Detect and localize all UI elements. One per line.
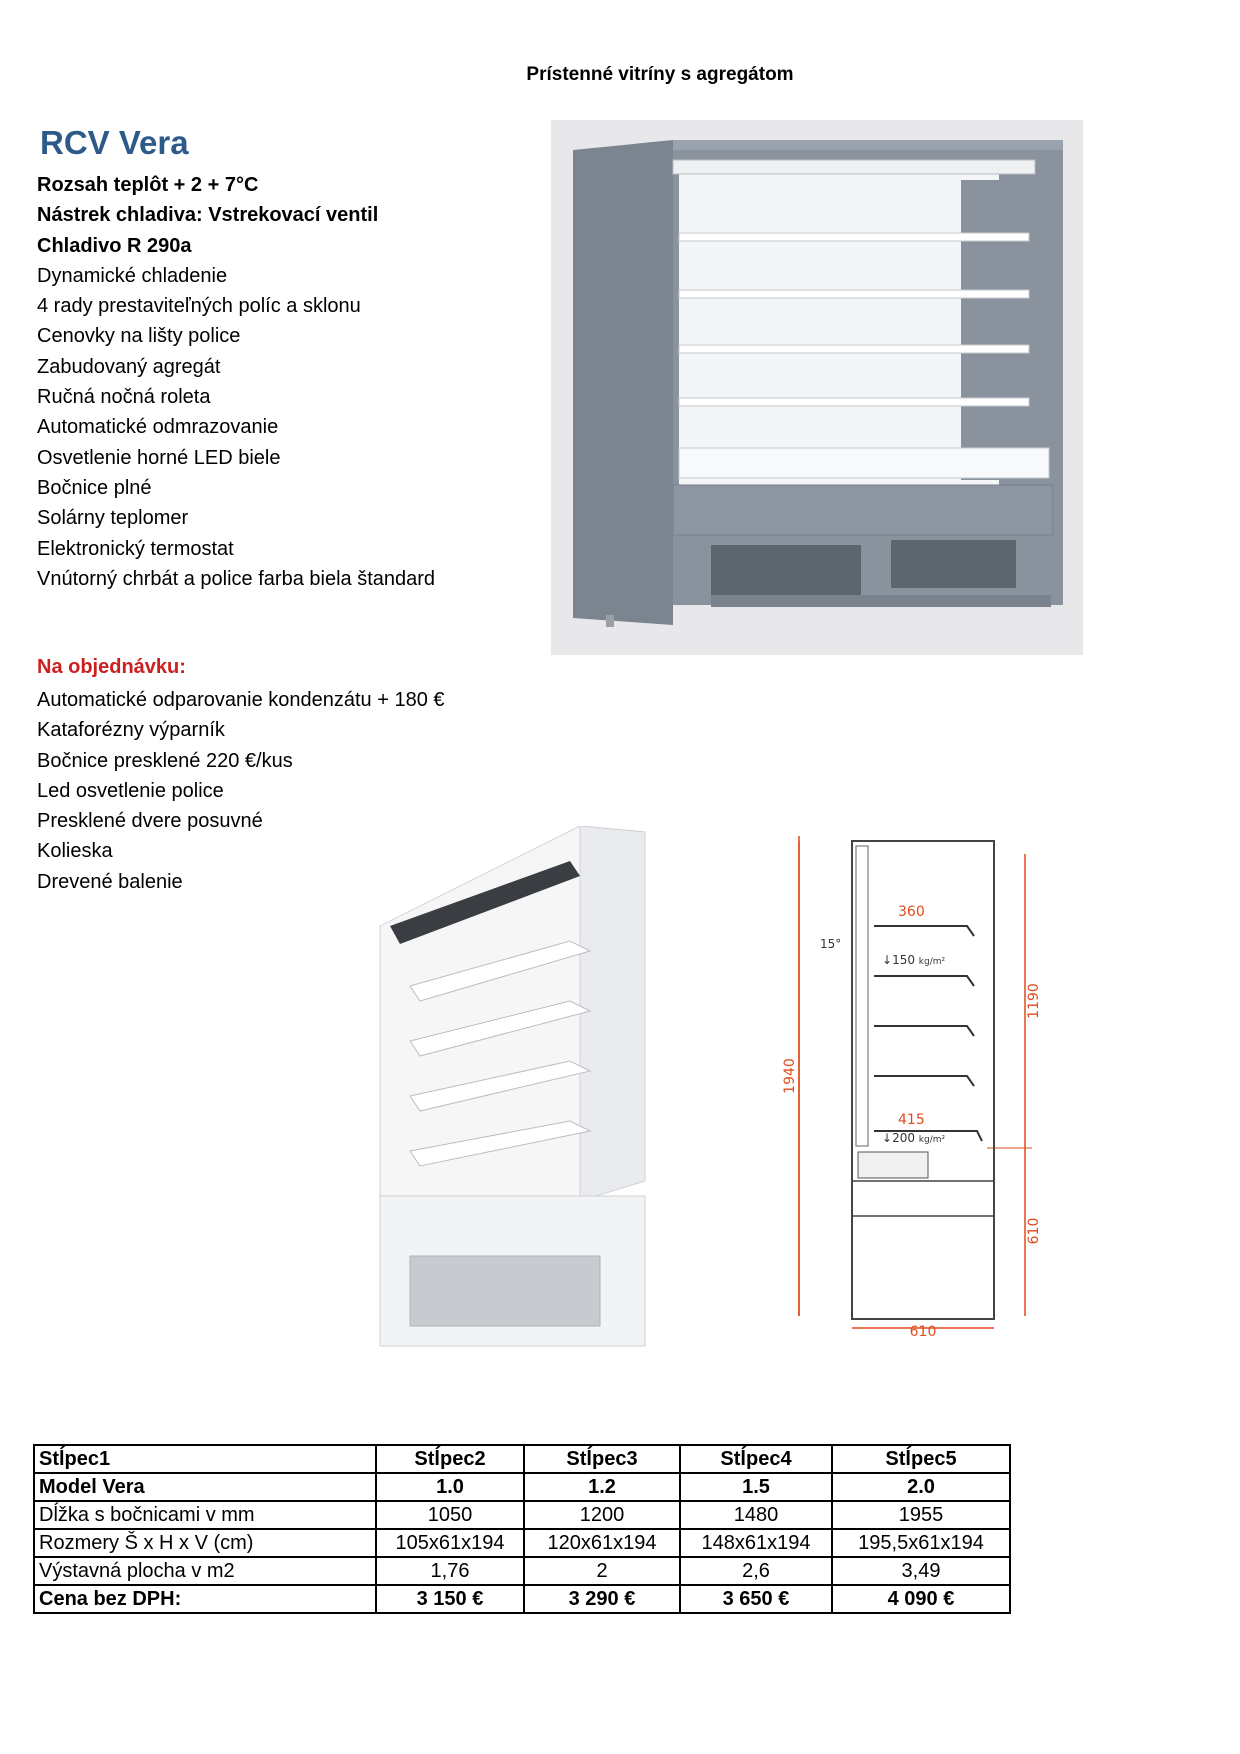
order-item: Drevené balenie bbox=[37, 870, 183, 893]
table-header-cell: Stĺpec4 bbox=[680, 1445, 832, 1473]
table-row bbox=[34, 1557, 1010, 1585]
lower-height-label: 610 bbox=[1026, 1217, 1042, 1245]
table-header-row bbox=[34, 1445, 1010, 1473]
table-cell: 1.0 bbox=[376, 1473, 524, 1501]
spec-item: Solárny teplomer bbox=[37, 507, 189, 530]
upper-height-label: 1190 bbox=[1026, 983, 1042, 1019]
base-depth-label: 415 bbox=[898, 1112, 925, 1128]
base-load-label: ↓200 kg/m² bbox=[882, 1131, 946, 1145]
shelf-load-label: ↓150 kg/m² bbox=[882, 953, 946, 967]
spec-item: Zabudovaný agregát bbox=[37, 355, 221, 378]
table-cell: 1480 bbox=[680, 1501, 832, 1529]
table-header-cell: Stĺpec3 bbox=[524, 1445, 680, 1473]
spec-item: Automatické odmrazovanie bbox=[37, 416, 279, 439]
page-title: Prístenné vitríny s agregátom bbox=[526, 64, 794, 85]
table-cell: 1.2 bbox=[524, 1473, 680, 1501]
table-header-cell: Stĺpec2 bbox=[376, 1445, 524, 1473]
table-cell: 4 090 € bbox=[832, 1585, 1010, 1613]
order-title: Na objednávku: bbox=[37, 656, 186, 678]
spec-item: Elektronický termostat bbox=[37, 537, 234, 560]
spec-item: Ručná nočná roleta bbox=[37, 386, 211, 409]
order-item: Bočnice presklené 220 €/kus bbox=[37, 749, 293, 772]
product-name: RCV Vera bbox=[40, 124, 189, 161]
spec-list bbox=[37, 170, 435, 594]
spec-item: Bočnice plné bbox=[37, 476, 152, 499]
order-item: Automatické odparovanie kondenzátu + 180 € bbox=[37, 689, 445, 711]
table-cell: 105x61x194 bbox=[376, 1529, 524, 1557]
spec-item: Rozsah teplôt + 2 + 7°C bbox=[37, 174, 259, 196]
spec-item: Cenovky na lišty police bbox=[37, 325, 241, 348]
spec-item: Chladivo R 290a bbox=[37, 234, 192, 257]
table-row bbox=[34, 1501, 1010, 1529]
table-cell: Model Vera bbox=[34, 1473, 376, 1501]
table-cell: Dĺžka s bočnicami v mm bbox=[34, 1501, 376, 1529]
table-cell: 3,49 bbox=[832, 1557, 1010, 1585]
table-cell: 3 150 € bbox=[376, 1585, 524, 1613]
shelf-depth-label: 360 bbox=[898, 904, 925, 920]
spec-table bbox=[33, 1444, 1011, 1614]
table-cell: 2,6 bbox=[680, 1557, 832, 1585]
table-cell: 1,76 bbox=[376, 1557, 524, 1585]
spec-item: Nástrek chladiva: Vstrekovací ventil bbox=[37, 204, 379, 227]
table-row bbox=[34, 1585, 1010, 1613]
order-item: Kolieska bbox=[37, 840, 113, 863]
section-diagram bbox=[782, 836, 1044, 1336]
table-cell: Výstavná plocha v m2 bbox=[34, 1557, 376, 1585]
table-cell: 148x61x194 bbox=[680, 1529, 832, 1557]
table-cell: 3 650 € bbox=[680, 1585, 832, 1613]
table-cell: 120x61x194 bbox=[524, 1529, 680, 1557]
depth-label: 610 bbox=[909, 1324, 937, 1336]
table-cell: 2 bbox=[524, 1557, 680, 1585]
table-cell: 1955 bbox=[832, 1501, 1010, 1529]
table-cell: 1.5 bbox=[680, 1473, 832, 1501]
spec-item: 4 rady prestaviteľných políc a sklonu bbox=[37, 295, 361, 318]
spec-item: Vnútorný chrbát a police farba biela štandard bbox=[37, 567, 436, 590]
table-cell: 1200 bbox=[524, 1501, 680, 1529]
order-item: Kataforézny výparník bbox=[37, 719, 225, 742]
table-row bbox=[34, 1529, 1010, 1557]
total-height-label: 1940 bbox=[782, 1058, 798, 1094]
table-cell: Rozmery Š x H x V (cm) bbox=[34, 1529, 376, 1557]
table-cell: 3 290 € bbox=[524, 1585, 680, 1613]
table-cell: Cena bez DPH: bbox=[34, 1585, 376, 1613]
product-photo-grey bbox=[551, 120, 1083, 655]
order-item: Led osvetlenie police bbox=[37, 779, 224, 802]
table-header-cell: Stĺpec1 bbox=[34, 1445, 376, 1473]
table-cell: 1050 bbox=[376, 1501, 524, 1529]
table-header-cell: Stĺpec5 bbox=[832, 1445, 1010, 1473]
table-row bbox=[34, 1473, 1010, 1501]
table-cell: 2.0 bbox=[832, 1473, 1010, 1501]
order-item: Presklené dvere posuvné bbox=[37, 810, 263, 833]
spec-item: Osvetlenie horné LED biele bbox=[37, 446, 281, 469]
product-photo-white bbox=[370, 826, 682, 1358]
spec-item: Dynamické chladenie bbox=[37, 264, 228, 287]
angle-label: 15° bbox=[820, 937, 842, 951]
table-cell: 195,5x61x194 bbox=[832, 1529, 1010, 1557]
